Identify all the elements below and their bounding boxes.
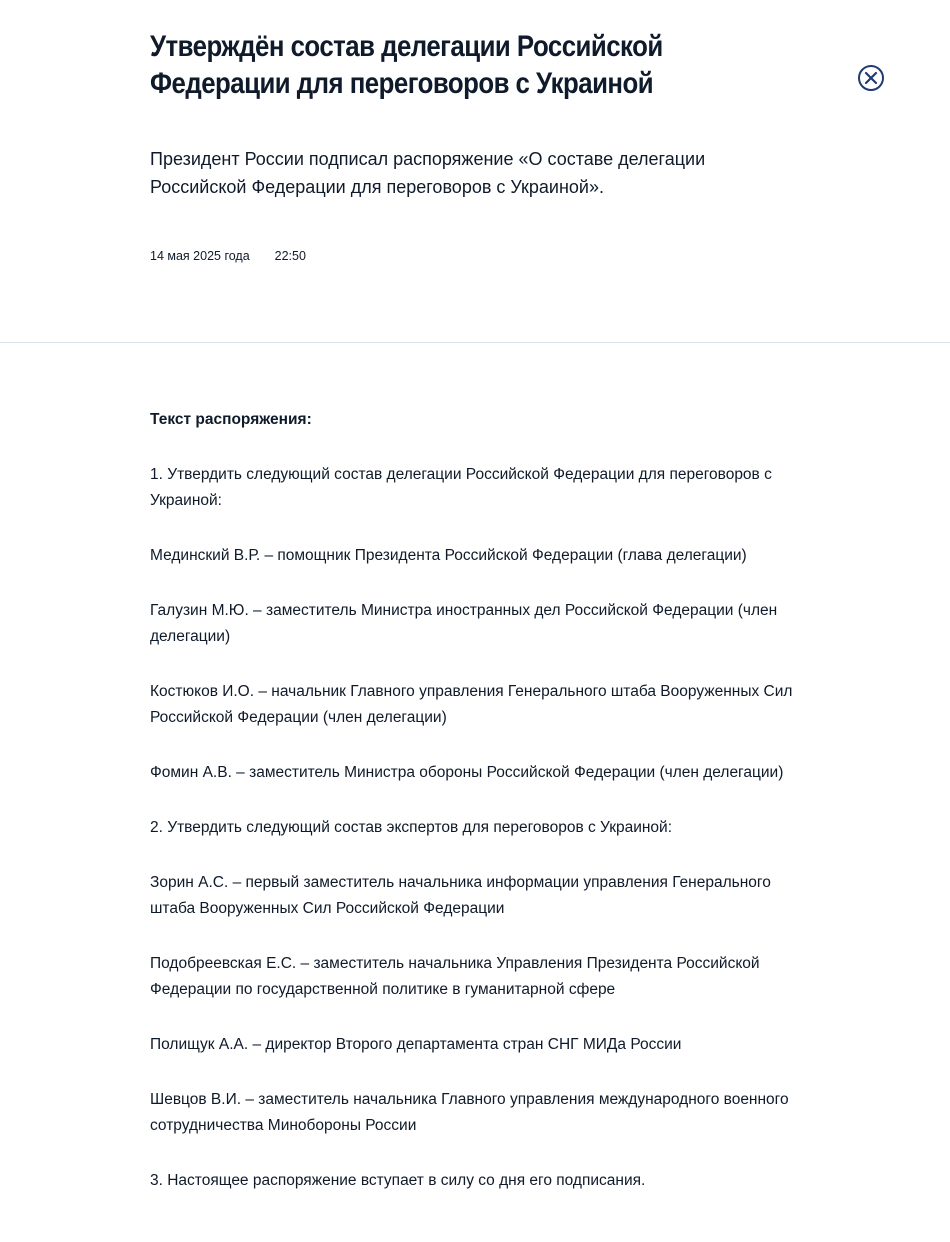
article-meta [150,249,306,263]
body-paragraph: Фомин А.В. – заместитель Министра обороны Российской Федерации (член делегации) [150,764,784,781]
body-paragraph: Шевцов В.И. – заместитель начальника Главного управления международного военного сотрудничества Минобороны России [150,1091,789,1134]
section-divider [0,342,950,343]
page-title: Утверждён состав делегации Российской Федерации для переговоров с Украиной [150,30,663,100]
body-paragraph: Костюков И.О. – начальник Главного управления Генерального штаба Вооруженных Сил Российской Федерации (член делегации) [150,683,793,726]
body-paragraph: Галузин М.Ю. – заместитель Министра иностранных дел Российской Федерации (член делегации) [150,602,778,645]
article-lead: Президент России подписал распоряжение «О составе делегации Российской Федерации для переговоров с Украиной». [150,149,706,197]
body-paragraph: 1. Утвердить следующий состав делегации Российской Федерации для переговоров с Украиной: [150,466,772,509]
publish-time: 22:50 [274,249,306,263]
body-paragraph: Подобреевская Е.С. – заместитель начальника Управления Президента Российской Федерации по государственной политике в гуманитарной сфере [150,955,760,998]
close-button[interactable] [857,64,885,92]
article-body [150,407,800,1223]
body-paragraph: Мединский В.Р. – помощник Президента Российской Федерации (глава делегации) [150,547,747,564]
body-paragraph: 2. Утвердить следующий состав экспертов для переговоров с Украиной: [150,819,673,836]
body-paragraph: Зорин А.С. – первый заместитель начальника информации управления Генерального штаба Вооруженных Сил Российской Федерации [150,874,771,917]
close-icon [857,64,885,92]
publish-date: 14 мая 2025 года [150,249,250,263]
body-heading: Текст распоряжения: [150,411,312,428]
body-paragraph: Полищук А.А. – директор Второго департамента стран СНГ МИДа России [150,1036,682,1053]
body-paragraph: 3. Настоящее распоряжение вступает в силу со дня его подписания. [150,1172,646,1189]
